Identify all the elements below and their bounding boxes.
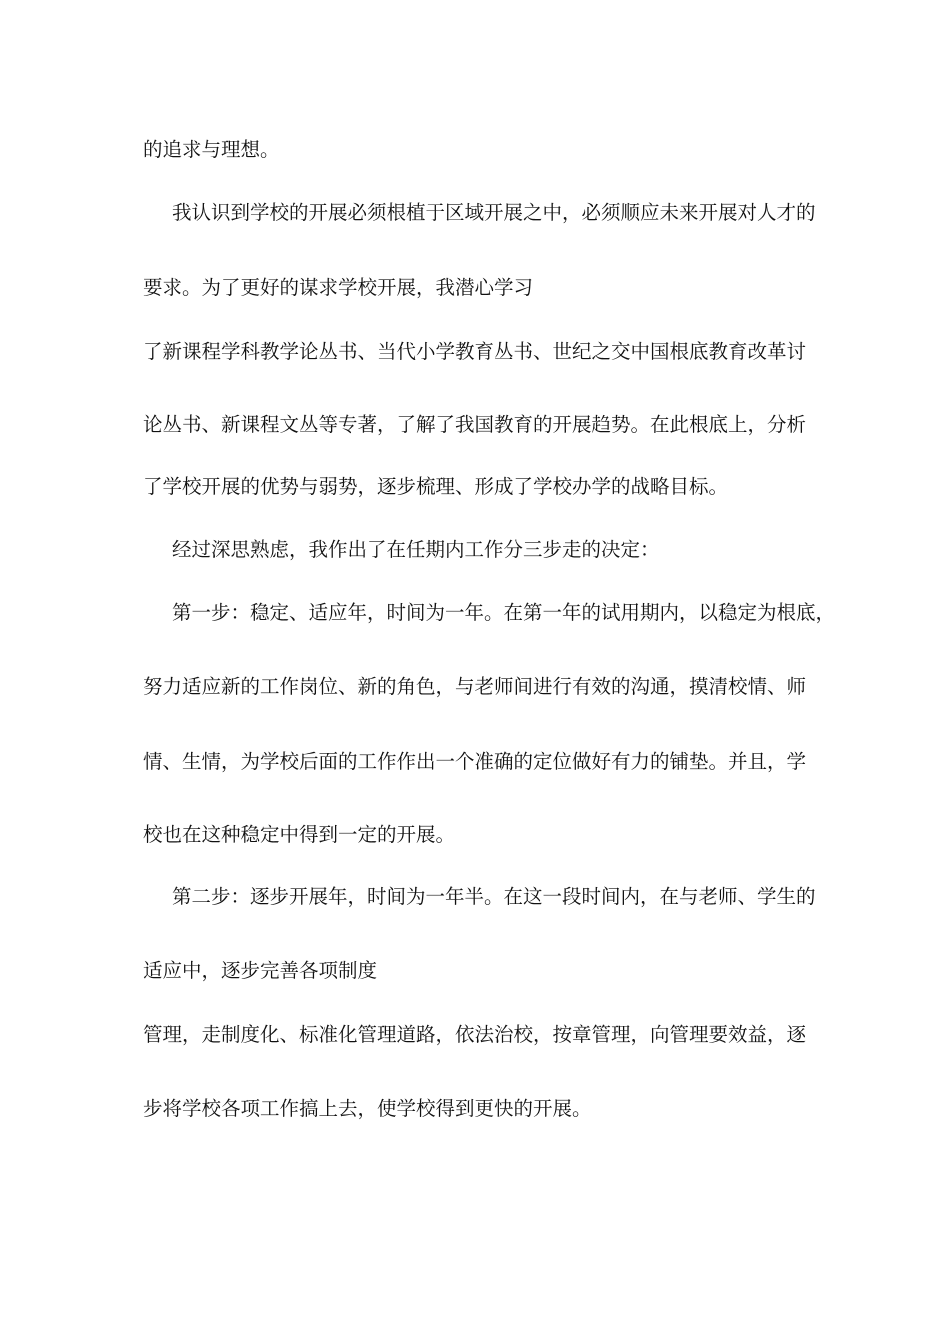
text-line: 适应中，逐步完善各项制度 [143, 959, 378, 982]
text-line: 情、生情，为学校后面的工作作出一个准确的定位做好有力的铺垫。并且，学 [143, 750, 807, 773]
paragraph-first-line: 我认识到学校的开展必须根植于区域开展之中，必须顺应未来开展对人才的 [172, 201, 816, 224]
text-line: 校也在这种稳定中得到一定的开展。 [143, 823, 456, 846]
text-line: 努力适应新的工作岗位、新的角色，与老师间进行有效的沟通，摸清校情、师 [143, 675, 807, 698]
text-line: 了新课程学科教学论丛书、当代小学教育丛书、世纪之交中国根底教育改革讨 [143, 340, 807, 363]
paragraph-first-line: 第二步：逐步开展年，时间为一年半。在这一段时间内，在与老师、学生的 [172, 885, 816, 908]
text-line: 论丛书、新课程文丛等专著，了解了我国教育的开展趋势。在此根底上，分析 [143, 413, 807, 436]
paragraph-first-line: 第一步：稳定、适应年，时间为一年。在第一年的试用期内，以稳定为根底， [172, 601, 836, 624]
text-line: 的追求与理想。 [143, 138, 280, 161]
text-line: 了学校开展的优势与弱势，逐步梳理、形成了学校办学的战略目标。 [143, 475, 729, 498]
paragraph-first-line: 经过深思熟虑，我作出了在任期内工作分三步走的决定： [172, 538, 660, 561]
text-line: 管理，走制度化、标准化管理道路，依法治校，按章管理，向管理要效益，逐 [143, 1023, 807, 1046]
text-line: 步将学校各项工作搞上去，使学校得到更快的开展。 [143, 1097, 592, 1120]
text-line: 要求。为了更好的谋求学校开展，我潜心学习 [143, 276, 534, 299]
